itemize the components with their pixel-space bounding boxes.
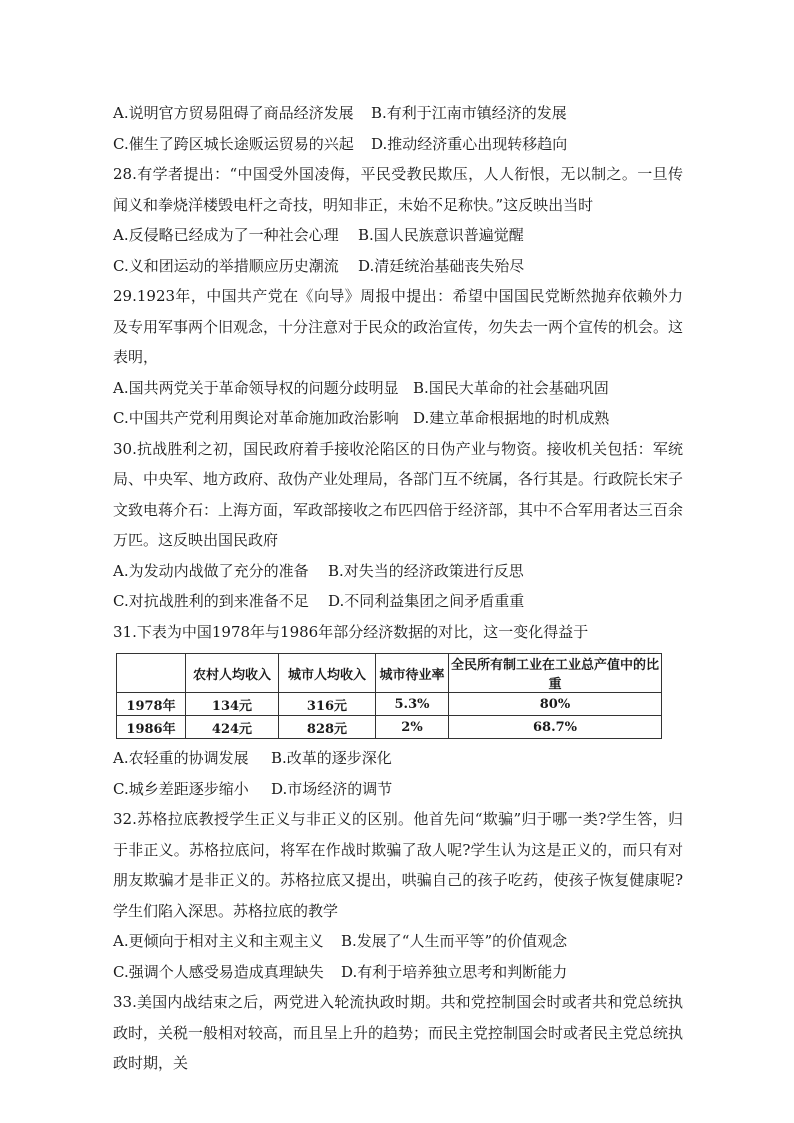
q30-option-a[interactable]: A.为发动内战做了充分的准备 [113, 561, 309, 580]
table-header-cell: 城市待业率 [376, 654, 449, 693]
q32-options-row1 [113, 926, 683, 957]
q31-option-d[interactable]: D.市场经济的调节 [271, 779, 393, 798]
q32-stem: 32.苏格拉底教授学生正义与非正义的区别。他首先问“欺骗”归于哪一类?学生答，归于非正义。苏格拉底问，将军在作战时欺骗了敌人呢?学生认为这是正义的，而只有对朋友欺骗才是非正义的。苏格拉底又提出，哄骗自己的孩子吃药，使孩子恢复健康呢?学生们陷入深思。苏格拉底的教学 [113, 810, 683, 920]
q27-option-c[interactable]: C.催生了跨区城长途贩运贸易的兴起 [113, 134, 354, 153]
q27-option-b[interactable]: B.有利于江南市镇经济的发展 [371, 104, 567, 122]
q29-options-row2 [113, 403, 683, 434]
q29-option-d[interactable]: D.建立革命根据地的时机成熟 [413, 409, 610, 427]
q29-option-a[interactable]: A.国共两党关于革命领导权的问题分歧明显 [113, 378, 399, 397]
table-cell: 828元 [279, 716, 376, 739]
q30-option-b[interactable]: B.对失当的经济政策进行反思 [328, 561, 524, 580]
q30-option-d[interactable]: D.不同利益集团之间矛盾重重 [328, 592, 525, 610]
q28-options-row1 [113, 220, 683, 251]
q30-options-row2 [113, 586, 683, 617]
q31-data-table [116, 653, 662, 739]
q31-stem: 31.下表为中国1978年与1986年部分经济数据的对比，这一变化得益于 [113, 622, 589, 641]
q32-option-c[interactable]: C.强调个人感受易造成真理缺失 [113, 962, 324, 981]
q29-options-row1 [113, 373, 683, 404]
table-cell: 1986年 [117, 716, 186, 739]
q31-options-row1 [113, 743, 683, 774]
q31-option-c[interactable]: C.城乡差距逐步缩小 [113, 779, 249, 798]
table-header-cell [117, 654, 186, 693]
table-cell: 134元 [186, 693, 279, 716]
q31-option-a[interactable]: A.农轻重的协调发展 [113, 749, 249, 767]
q28-option-d[interactable]: D.清廷统治基础丧失殆尽 [358, 256, 525, 275]
q29-stem: 29.1923年，中国共产党在《向导》周报中提出：希望中国国民党断然抛弃依赖外力及专用军事两个旧观念，十分注意对于民众的政治宣传，勿失去一两个宣传的机会。这表明， [113, 287, 684, 366]
q27-options-row2 [113, 129, 683, 160]
q32-option-b[interactable]: B.发展了“人生而平等”的价值观念 [341, 932, 568, 950]
q28-option-b[interactable]: B.国人民族意识普遍觉醒 [358, 226, 524, 244]
q30-stem: 30.抗战胜利之初，国民政府着手接收沦陷区的日伪产业与物资。接收机关包括：军统局、中央军、地方政府、敌伪产业处理局，各部门互不统属，各行其是。行政院长宋子文致电蒋介石：上海方面，军政部接收之布匹四倍于经济部，其中不合军用者达三百余万匹。这反映出国民政府 [113, 439, 684, 549]
q28-option-c[interactable]: C.义和团运动的举措顺应历史潮流 [113, 256, 339, 275]
table-cell: 2% [376, 716, 449, 739]
table-cell: 5.3% [376, 693, 449, 716]
table-cell: 68.7% [449, 716, 662, 739]
table-cell: 424元 [186, 716, 279, 739]
q32-option-d[interactable]: D.有利于培养独立思考和判断能力 [341, 962, 568, 981]
q29-option-b[interactable]: B.国民大革命的社会基础巩固 [413, 378, 609, 397]
q31-option-b[interactable]: B.改革的逐步深化 [271, 749, 392, 767]
q30-option-c[interactable]: C.对抗战胜利的到来准备不足 [113, 592, 309, 610]
q27-option-a[interactable]: A.说明官方贸易阻碍了商品经济发展 [113, 104, 354, 122]
q30-options-row1 [113, 556, 683, 587]
q27-options-row1 [113, 98, 683, 129]
table-cell: 1978年 [117, 693, 186, 716]
q31-options-row2 [113, 774, 683, 805]
table-header-cell: 全民所有制工业在工业总产值中的比重 [449, 654, 662, 693]
q28-option-a[interactable]: A.反侵略已经成为了一种社会心理 [113, 226, 339, 244]
table-row [117, 716, 662, 739]
q32-options-row2 [113, 957, 683, 988]
table-header-cell: 城市人均收入 [279, 654, 376, 693]
q32-option-a[interactable]: A.更倾向于相对主义和主观主义 [113, 932, 324, 950]
table-header-cell: 农村人均收入 [186, 654, 279, 693]
q28-stem: 28.有学者提出：“中国受外国凌侮，平民受教民欺压，人人衔恨，无以制之。一旦传闻义和拳烧洋楼毁电杆之奇技，明知非正，未始不足称快。”这反映出当时 [113, 165, 683, 214]
q27-option-d[interactable]: D.推动经济重心出现转移趋向 [371, 134, 568, 153]
exam-page [113, 98, 683, 1079]
q28-options-row2 [113, 251, 683, 282]
table-cell: 316元 [279, 693, 376, 716]
table-row [117, 693, 662, 716]
table-header-row [117, 654, 662, 693]
table-cell: 80% [449, 693, 662, 716]
q33-stem: 33.美国内战结束之后，两党进入轮流执政时期。共和党控制国会时或者共和党总统执政时，关税一般相对较高，而且呈上升的趋势；而民主党控制国会时或者民主党总统执政时期，关 [113, 993, 684, 1072]
q29-option-c[interactable]: C.中国共产党利用舆论对革命施加政治影响 [113, 409, 399, 427]
